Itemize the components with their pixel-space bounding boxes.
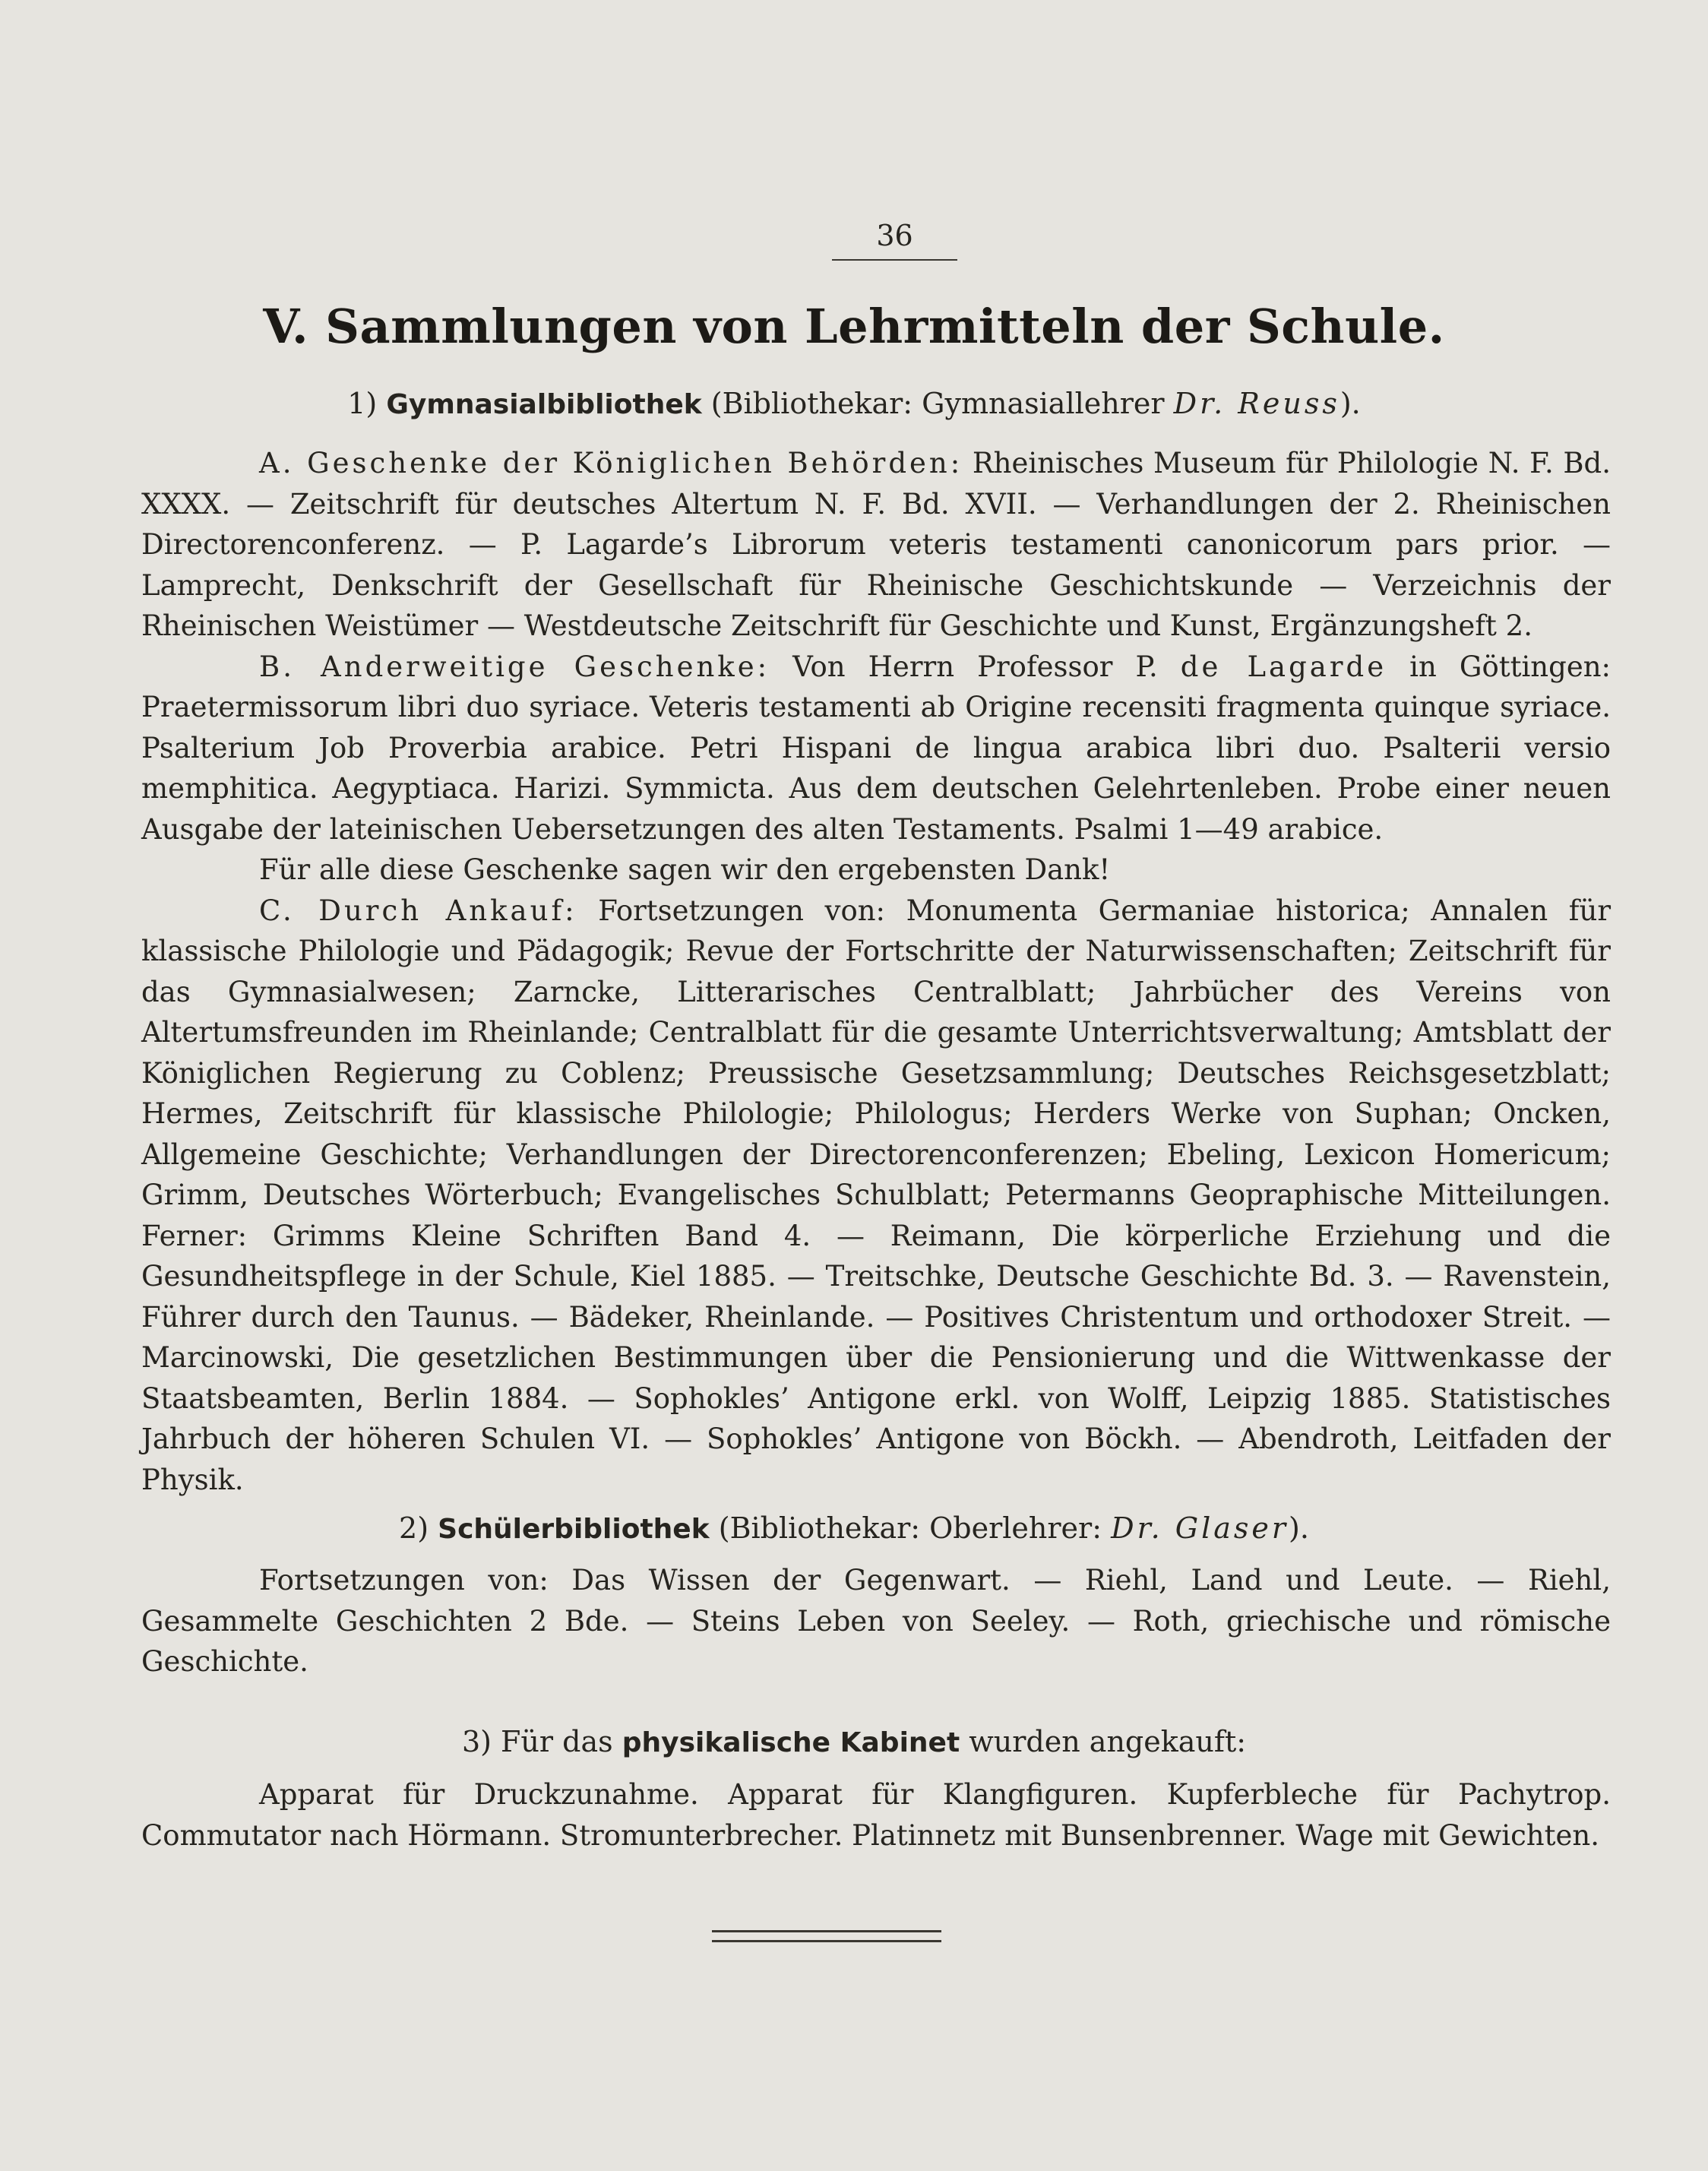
paragraph-thanks: Für alle diese Geschenke sagen wir den ergebensten Dank! xyxy=(259,853,1111,886)
section2-librarian: Dr. Glaser xyxy=(1111,1511,1289,1545)
paragraph-b-text-2: in Göttingen: Praetermissorum libri duo syriace. Veteris testamenti ab Origine recensiti fragmenta quinque syriace. Psalterium Job Proverbia arabice. Petri Hispani de lingua arabica libri duo. Psalterii versio memphitica. Aegyptiaca. Harizi. Symmicta. Aus dem deutschen Gelehrtenleben. Probe einer neuen Ausgabe der lateinischen Uebersetzungen des alten Testaments. Psalmi 1—49 arabice. xyxy=(141,650,1612,846)
paragraph-c-label: C. Durch Ankauf: xyxy=(259,894,577,927)
section2-heading xyxy=(0,1508,1708,1549)
closing-double-rule xyxy=(712,1930,941,1942)
section2-name: Schülerbibliothek xyxy=(438,1514,710,1545)
section1-body xyxy=(141,443,1611,1500)
section2-librarian-label: (Bibliothekar: Oberlehrer: xyxy=(718,1511,1102,1545)
paragraph-c xyxy=(141,891,1611,1501)
section1-heading-end: ). xyxy=(1340,387,1361,420)
paragraph-c-text: Fortsetzungen von: Monumenta Germaniae historica; Annalen für klassische Philologie und Pädagogik; Revue der Fortschritte der Naturwissenschaften; Zeitschrift für das Gymnasialwesen; Zarncke, Litterarisches Centralblatt; Jahrbücher des Vereins von Altertumsfreunden im Rheinlande; Centralblatt für die gesamte Unterrichtsverwaltung; Amtsblatt der Königlichen Regierung zu Coblenz; Preussische Gesetzsammlung; Deutsches Reichsgesetzblatt; Hermes, Zeitschrift für klassische Philologie; Philologus; Herders Werke von Suphan; Oncken, Allgemeine Geschichte; Verhandlungen der Directorenconferenzen; Ebeling, Lexicon Homericum; Grimm, Deutsches Wörterbuch; Evangelisches Schulblatt; Petermanns Geopraphische Mitteilungen. Ferner: Grimms Kleine Schriften Band 4. — Reimann, Die körperliche Erziehung und die Gesundheitspflege in der Schule, Kiel 1885. — Treitschke, Deutsche Geschichte Bd. 3. — Ravenstein, Führer durch den Taunus. — Bädeker, Rheinlande. — Positives Christentum und orthodoxer Streit. — Marcinowski, Die gesetzlichen Bestimmungen über die Pensionierung und die Wittwenkasse der Staatsbeamten, Berlin 1884. — Sophokles’ Antigone erkl. von Wolff, Leipzig 1885. Statistisches Jahrbuch der höheren Schulen VI. — Sophokles’ Antigone von Böckh. — Abendroth, Leitfaden der Physik. xyxy=(141,894,1612,1496)
section3-name: physikalische Kabinet xyxy=(622,1727,960,1758)
page-number: 36 xyxy=(832,215,957,261)
section2-body xyxy=(141,1560,1611,1682)
section2-heading-end: ). xyxy=(1289,1511,1309,1545)
section1-librarian-label: (Bibliothekar: Gymnasiallehrer xyxy=(710,387,1165,420)
paragraph-a xyxy=(141,443,1611,647)
section-title: V. Sammlungen von Lehrmitteln der Schule. xyxy=(263,299,1445,354)
section3-heading-pre: Für das xyxy=(501,1725,613,1758)
section3-heading-post: wurden angekauft: xyxy=(969,1725,1247,1758)
paragraph-b xyxy=(141,647,1611,850)
paragraph-b-text-1: Von Herrn Professor P. xyxy=(792,650,1158,683)
section1-heading xyxy=(0,384,1708,425)
paragraph-b-label: B. Anderweitige Geschenke: xyxy=(259,650,770,683)
section1-number: 1) xyxy=(347,387,378,420)
section1-name: Gymnasialbibliothek xyxy=(386,389,702,420)
paragraph-b-name: de Lagarde xyxy=(1180,650,1387,683)
section3-heading xyxy=(0,1722,1708,1763)
paragraph-a-text: Rheinisches Museum für Philologie N. F. Bd. XXXX. — Zeitschrift für deutsches Altertum N. F. Bd. XVII. — Verhandlungen der 2. Rheinischen Directorenconferenz. — P. Lagarde’s Librorum veteris testamenti canonicorum pars prior. — Lamprecht, Denkschrift der Gesellschaft für Rheinische Geschichtskunde — Verzeichnis der Rheinischen Weistümer — Westdeutsche Zeitschrift für Geschichte und Kunst, Ergänzungsheft 2. xyxy=(141,447,1611,642)
section2-number: 2) xyxy=(399,1511,429,1545)
section1-librarian: Dr. Reuss xyxy=(1173,387,1340,420)
section3-body xyxy=(141,1774,1611,1856)
section2-text: Fortsetzungen von: Das Wissen der Gegenwart. — Riehl, Land und Leute. — Riehl, Gesammelte Geschichten 2 Bde. — Steins Leben von Seeley. — Roth, griechische und römische Geschichte. xyxy=(141,1564,1611,1678)
section3-text: Apparat für Druckzunahme. Apparat für Klangfiguren. Kupferbleche für Pachytrop. Commutator nach Hörmann. Stromunterbrecher. Platinnetz mit Bunsenbrenner. Wage mit Gewichten. xyxy=(141,1778,1611,1852)
paragraph-a-label: A. Geschenke der Königlichen Behörden: xyxy=(259,447,963,479)
section3-number: 3) xyxy=(461,1725,492,1758)
